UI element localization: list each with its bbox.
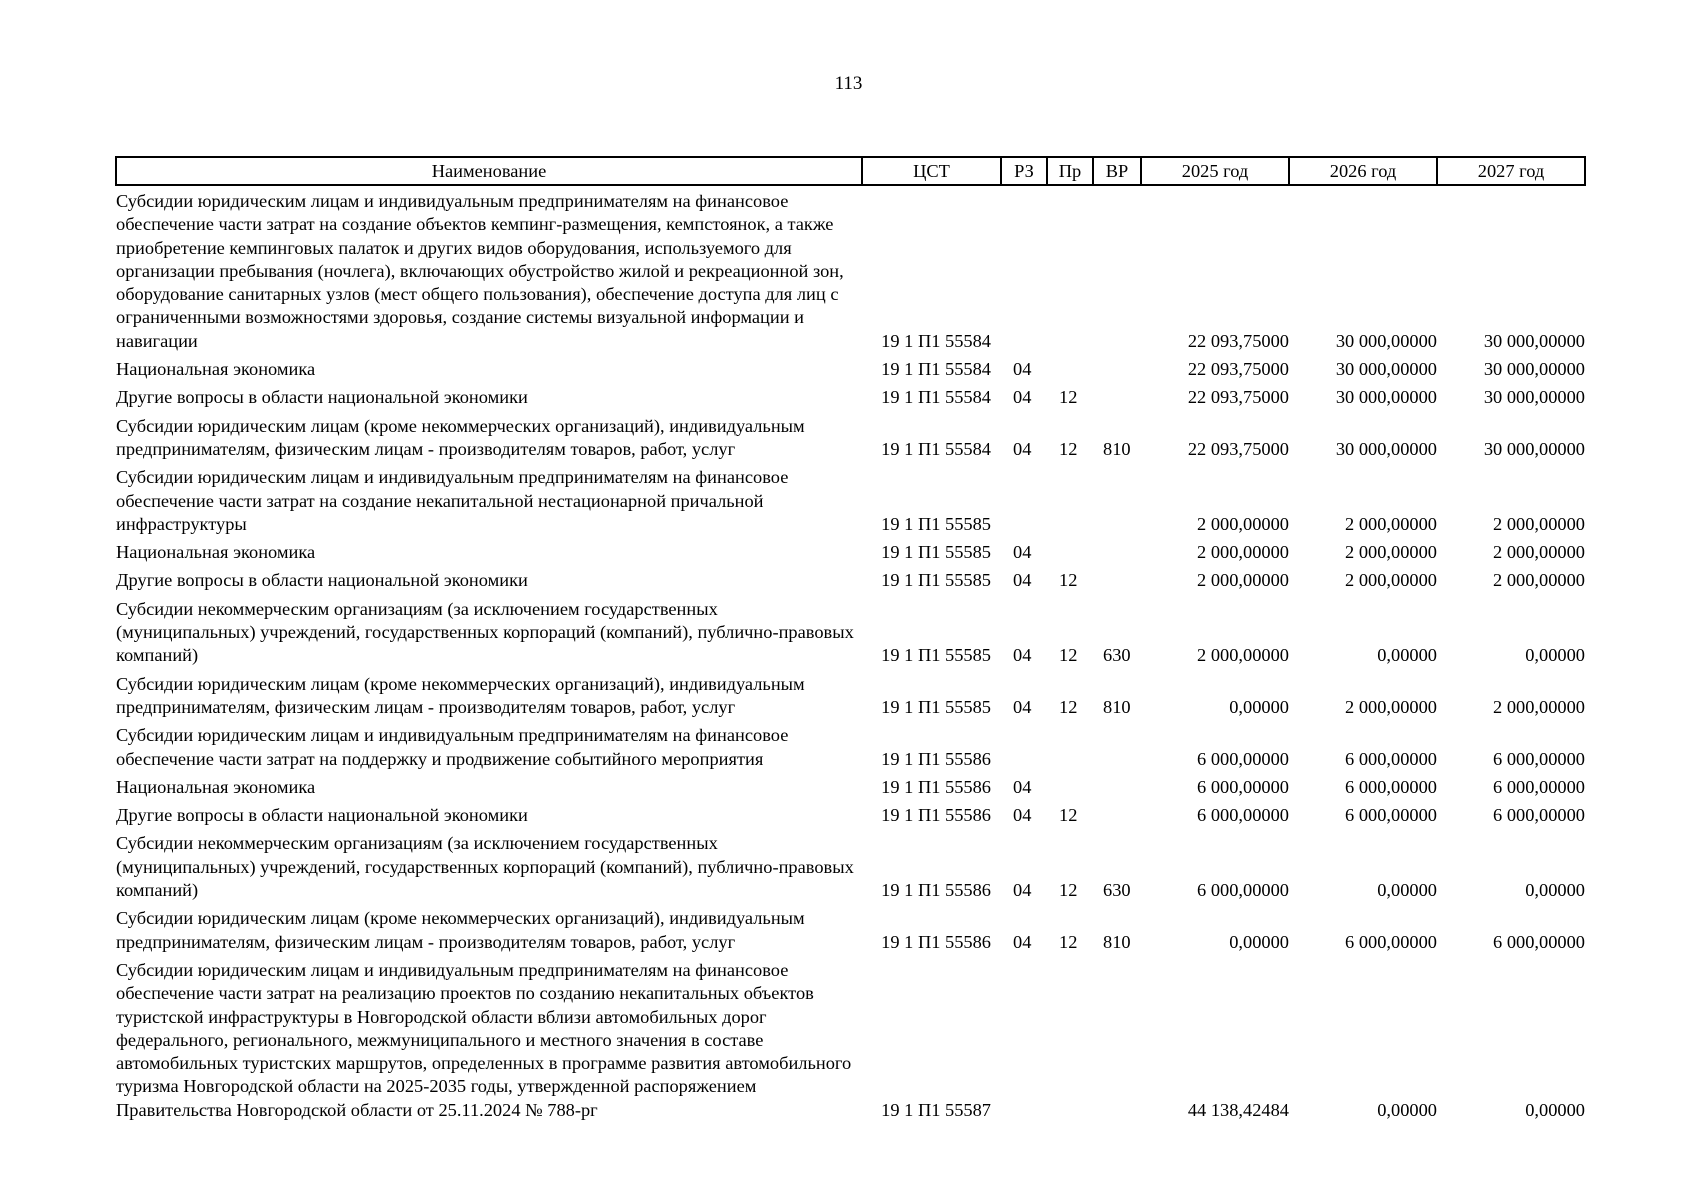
cell-2026: 0,00000 [1377, 1099, 1437, 1120]
cell-name: Субсидии юридическим лицам (кроме некоммерческих организаций), индивидуальным предпринимателям, физическим лицам - производителям товаров, работ, услуг [116, 415, 805, 459]
cell-vr [1093, 462, 1141, 537]
header-2025: 2025 год [1141, 157, 1289, 185]
cell-cst: 19 1 П1 55584 [881, 359, 991, 380]
cell-pr [1047, 720, 1093, 772]
header-rz: РЗ [1001, 157, 1047, 185]
cell-2025: 22 093,75000 [1187, 387, 1289, 408]
cell-cst: 19 1 П1 55587 [881, 1099, 991, 1120]
cell-2026: 6 000,00000 [1345, 776, 1437, 797]
cell-cst: 19 1 П1 55586 [881, 931, 991, 952]
cell-2027: 6 000,00000 [1493, 748, 1585, 769]
cell-cst: 19 1 П1 55586 [881, 776, 991, 797]
cell-name: Национальная экономика [116, 776, 316, 797]
cell-vr [1093, 185, 1141, 354]
cell-2026: 30 000,00000 [1335, 330, 1437, 351]
table-row [116, 411, 1585, 463]
cell-2027: 30 000,00000 [1483, 438, 1585, 459]
cell-2027: 30 000,00000 [1483, 359, 1585, 380]
cell-name: Национальная экономика [116, 542, 316, 563]
cell-rz: 04 [1013, 542, 1032, 563]
cell-rz: 04 [1013, 645, 1032, 666]
table-row [116, 669, 1585, 721]
cell-pr [1047, 772, 1093, 800]
cell-vr: 630 [1103, 880, 1131, 901]
cell-name: Субсидии юридическим лицам и индивидуальным предпринимателям на финансовое обеспечение части затрат на поддержку и продвижение событийного мероприятия [116, 725, 789, 769]
table-row [116, 537, 1585, 565]
cell-cst: 19 1 П1 55585 [881, 696, 991, 717]
cell-2027: 30 000,00000 [1483, 330, 1585, 351]
cell-cst: 19 1 П1 55585 [881, 542, 991, 563]
cell-name: Субсидии юридическим лицам (кроме некоммерческих организаций), индивидуальным предпринимателям, физическим лицам - производителям товаров, работ, услуг [116, 908, 805, 952]
cell-2026: 6 000,00000 [1345, 805, 1437, 826]
cell-cst: 19 1 П1 55586 [881, 880, 991, 901]
table-row [116, 828, 1585, 903]
cell-2027: 6 000,00000 [1493, 805, 1585, 826]
table-row [116, 800, 1585, 828]
cell-rz [1001, 462, 1047, 537]
cell-pr: 12 [1059, 387, 1078, 408]
cell-2026: 6 000,00000 [1345, 931, 1437, 952]
cell-2026: 6 000,00000 [1345, 748, 1437, 769]
cell-pr [1047, 462, 1093, 537]
cell-name: Субсидии юридическим лицам и индивидуальным предпринимателям на финансовое обеспечение части затрат на создание объектов кемпинг-размещения, кемпстоянок, а также приобретение кемпинговых палаток и других видов оборудования, используемого для организации пребывания (ночлега), включающих обустройство жилой и рекреационной зон, оборудование санитарных узлов (мест общего пользования), обеспечение доступа для лиц с ограниченными возможностями здоровья, создание системы визуальной информации и навигации [116, 191, 844, 351]
cell-2026: 30 000,00000 [1335, 387, 1437, 408]
cell-rz: 04 [1013, 570, 1032, 591]
cell-2026: 2 000,00000 [1345, 542, 1437, 563]
header-2026: 2026 год [1289, 157, 1437, 185]
cell-2027: 0,00000 [1525, 880, 1585, 901]
table-row [116, 462, 1585, 537]
cell-2027: 6 000,00000 [1493, 776, 1585, 797]
cell-2025: 22 093,75000 [1187, 359, 1289, 380]
cell-2025: 2 000,00000 [1197, 570, 1289, 591]
cell-name: Национальная экономика [116, 359, 316, 380]
cell-pr [1047, 537, 1093, 565]
table-row [116, 354, 1585, 382]
cell-cst: 19 1 П1 55584 [881, 387, 991, 408]
cell-cst: 19 1 П1 55586 [881, 805, 991, 826]
cell-name: Субсидии некоммерческим организациям (за исключением государственных (муниципальных) учреждений, государственных корпораций (компаний), публично-правовых компаний) [116, 833, 854, 901]
cell-rz: 04 [1013, 387, 1032, 408]
table-row [116, 185, 1585, 354]
cell-pr [1047, 955, 1093, 1123]
cell-2027: 0,00000 [1525, 645, 1585, 666]
cell-vr: 630 [1103, 645, 1131, 666]
cell-pr: 12 [1059, 570, 1078, 591]
header-name: Наименование [116, 157, 862, 185]
cell-vr [1093, 565, 1141, 593]
header-cst: ЦСТ [862, 157, 1001, 185]
cell-2027: 2 000,00000 [1493, 570, 1585, 591]
cell-rz: 04 [1013, 696, 1032, 717]
cell-name: Другие вопросы в области национальной экономики [116, 805, 528, 826]
cell-rz [1001, 955, 1047, 1123]
cell-pr: 12 [1059, 805, 1078, 826]
table-row [116, 772, 1585, 800]
cell-name: Субсидии юридическим лицам и индивидуальным предпринимателям на финансовое обеспечение части затрат на реализацию проектов по созданию некапитальных объектов туристской инфраструктуры в Новгородской области вблизи автомобильных дорог федерального, регионального, межмуниципального и местного значения в составе автомобильных туристских маршрутов, определенных в программе развития автомобильного туризма Новгородской области на 2025-2035 годы, утвержденной распоряжением Правительства Новгородской области от 25.11.2024 № 788-рг [116, 959, 852, 1120]
cell-cst: 19 1 П1 55584 [881, 330, 991, 351]
cell-vr [1093, 800, 1141, 828]
cell-2026: 0,00000 [1377, 645, 1437, 666]
cell-rz: 04 [1013, 359, 1032, 380]
cell-cst: 19 1 П1 55585 [881, 570, 991, 591]
cell-name: Другие вопросы в области национальной экономики [116, 570, 528, 591]
cell-2026: 2 000,00000 [1345, 513, 1437, 534]
cell-name: Субсидии юридическим лицам (кроме некоммерческих организаций), индивидуальным предпринимателям, физическим лицам - производителям товаров, работ, услуг [116, 673, 805, 717]
page-number: 113 [834, 73, 863, 94]
cell-name: Субсидии юридическим лицам и индивидуальным предпринимателям на финансовое обеспечение части затрат на создание некапитальной нестационарной причальной инфраструктуры [116, 467, 789, 534]
cell-rz: 04 [1013, 931, 1032, 952]
cell-cst: 19 1 П1 55584 [881, 438, 991, 459]
cell-2025: 44 138,42484 [1187, 1099, 1289, 1120]
table-row [116, 955, 1585, 1123]
cell-name: Другие вопросы в области национальной экономики [116, 387, 528, 408]
header-pr: Пр [1047, 157, 1093, 185]
cell-2025: 22 093,75000 [1187, 438, 1289, 459]
cell-cst: 19 1 П1 55585 [881, 645, 991, 666]
cell-vr: 810 [1103, 696, 1131, 717]
cell-2026: 30 000,00000 [1335, 438, 1437, 459]
cell-name: Субсидии некоммерческим организациям (за исключением государственных (муниципальных) учреждений, государственных корпораций (компаний), публично-правовых компаний) [116, 598, 854, 666]
cell-rz: 04 [1013, 880, 1032, 901]
cell-pr [1047, 354, 1093, 382]
table-header-row [116, 157, 1585, 185]
cell-rz: 04 [1013, 805, 1032, 826]
cell-2026: 2 000,00000 [1345, 696, 1437, 717]
cell-vr: 810 [1103, 438, 1131, 459]
table-row [116, 720, 1585, 772]
cell-pr [1047, 185, 1093, 354]
cell-2026: 30 000,00000 [1335, 359, 1437, 380]
cell-2025: 2 000,00000 [1197, 645, 1289, 666]
cell-vr [1093, 720, 1141, 772]
cell-2027: 2 000,00000 [1493, 542, 1585, 563]
cell-2025: 0,00000 [1229, 696, 1289, 717]
cell-rz [1001, 720, 1047, 772]
cell-pr: 12 [1059, 696, 1078, 717]
cell-2026: 2 000,00000 [1345, 570, 1437, 591]
cell-2025: 6 000,00000 [1197, 776, 1289, 797]
budget-table [115, 156, 1586, 1123]
table-row [116, 903, 1585, 955]
cell-vr [1093, 955, 1141, 1123]
cell-rz: 04 [1013, 776, 1032, 797]
cell-2025: 6 000,00000 [1197, 748, 1289, 769]
cell-2027: 0,00000 [1525, 1099, 1585, 1120]
header-vr: ВР [1093, 157, 1141, 185]
table-row [116, 565, 1585, 593]
cell-2025: 6 000,00000 [1197, 805, 1289, 826]
cell-2025: 2 000,00000 [1197, 542, 1289, 563]
cell-2025: 6 000,00000 [1197, 880, 1289, 901]
table-row [116, 382, 1585, 410]
cell-2025: 2 000,00000 [1197, 513, 1289, 534]
cell-rz [1001, 185, 1047, 354]
cell-2027: 2 000,00000 [1493, 696, 1585, 717]
cell-rz: 04 [1013, 438, 1032, 459]
cell-vr [1093, 537, 1141, 565]
cell-2025: 22 093,75000 [1187, 330, 1289, 351]
cell-2026: 0,00000 [1377, 880, 1437, 901]
cell-2027: 2 000,00000 [1493, 513, 1585, 534]
cell-vr [1093, 382, 1141, 410]
cell-vr [1093, 772, 1141, 800]
cell-pr: 12 [1059, 931, 1078, 952]
table-row [116, 594, 1585, 669]
cell-pr: 12 [1059, 438, 1078, 459]
cell-cst: 19 1 П1 55586 [881, 748, 991, 769]
cell-pr: 12 [1059, 645, 1078, 666]
cell-2025: 0,00000 [1229, 931, 1289, 952]
cell-2027: 30 000,00000 [1483, 387, 1585, 408]
cell-vr [1093, 354, 1141, 382]
cell-pr: 12 [1059, 880, 1078, 901]
cell-cst: 19 1 П1 55585 [881, 513, 991, 534]
cell-vr: 810 [1103, 931, 1131, 952]
header-2027: 2027 год [1437, 157, 1585, 185]
cell-2027: 6 000,00000 [1493, 931, 1585, 952]
